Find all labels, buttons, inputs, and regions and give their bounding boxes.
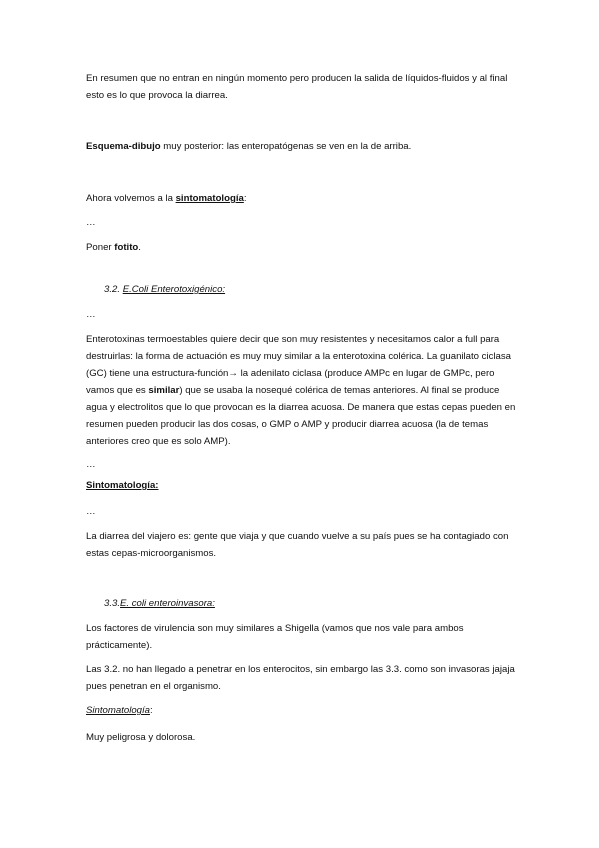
ellipsis-2: … [86, 309, 96, 320]
sintomatologia-link: sintomatología [175, 193, 244, 204]
esquema-bold: Esquema-dibujo [86, 141, 161, 152]
heading-sintomatologia-1: Sintomatología: [86, 480, 159, 491]
heading-3-2-number: 3.2. [104, 284, 121, 295]
enterotoxinas-text-3: ) que se usaba la nosequé colérica de temas anteriores. Al final se produce agua y electrolitos que lo que provocan es la diarrea acuosa. De manera que estas cepas pueden en resumen pueden producir las dos cosas, o GMP o AMP y producir diarrea acuosa (la de temas anteriores creo que es solo AMP). [86, 385, 516, 447]
fotito-post: . [138, 242, 141, 253]
enterotoxinas-text-1: Enterotoxinas termoestables quiere decir que son muy resistentes y necesitamos calor a full para destruirlas: la forma de actuación es muy muy similar a la enterotoxina colérica. La guanilato ciclasa (GC) tiene una estructura-función [86, 334, 511, 379]
paragraph-factores: Los factores de virulencia son muy similares a Shigella (vamos que nos vale para ambos prácticamente). [86, 623, 464, 651]
heading-3-2-title: E.Coli Enterotoxigénico: [122, 284, 226, 295]
paragraph-summary: En resumen que no entran en ningún momento pero producen la salida de líquidos-fluidos y al final esto es lo que provoca la diarrea. [86, 73, 508, 101]
paragraph-diarrea-viajero: La diarrea del viajero es: gente que viaja y que cuando vuelve a su país pues se ha contagiado con estas cepas-microorganismos. [86, 531, 509, 559]
ellipsis-3: … [86, 459, 96, 470]
heading-3-3 [104, 595, 540, 612]
fotito-pre: Poner [86, 242, 115, 253]
paragraph-enterocitos: Las 3.2. no han llegado a penetrar en los enterocitos, sin embargo las 3.3. como son invasoras jajaja pues penetran en el organismo. [86, 664, 515, 692]
ellipsis-4: … [86, 506, 96, 517]
heading-3-3-number: 3.3. [104, 598, 121, 609]
fotito-bold: fotito [114, 242, 139, 253]
volvemos-text: Ahora volvemos a la [86, 193, 176, 204]
similar-bold: similar [148, 385, 180, 396]
ellipsis-1: … [86, 217, 96, 228]
arrow-icon: → [228, 368, 238, 379]
sintomatologia-2-label: Sintomatología [86, 705, 150, 716]
paragraph-fotito [86, 239, 522, 256]
sintomatologia-2-colon: : [150, 705, 153, 716]
paragraph-esquema [86, 138, 522, 155]
heading-3-2 [104, 281, 540, 298]
esquema-rest: muy posterior: las enteropatógenas se ven en la de arriba. [160, 141, 412, 152]
paragraph-enterotoxinas [86, 331, 522, 450]
heading-sintomatologia-2 [86, 702, 522, 719]
paragraph-peligrosa: Muy peligrosa y dolorosa. [86, 732, 196, 743]
heading-3-3-title: E. coli enteroinvasora: [120, 598, 215, 609]
paragraph-volvemos [86, 190, 522, 207]
volvemos-colon: : [243, 193, 247, 204]
enterotoxinas-text-2: la adenilato ciclasa (produce AMPc en lugar de GMPc, pero vamos que es [86, 368, 495, 396]
